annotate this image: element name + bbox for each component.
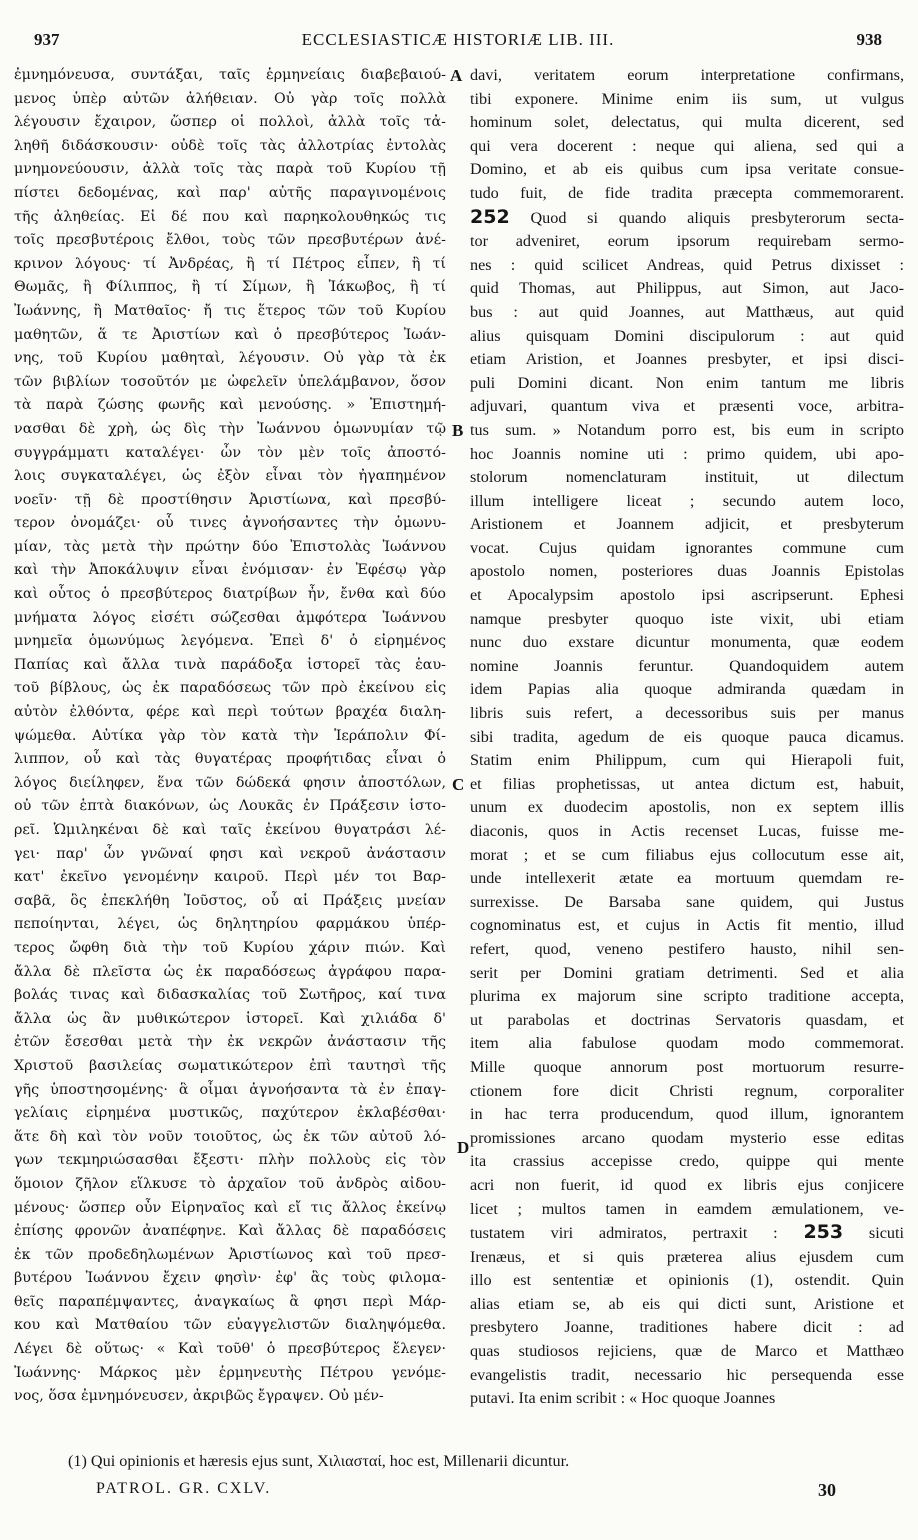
latin-line: serit per Domini gratiam detrimenti. Sed et alia — [470, 963, 904, 982]
latin-line: unum ex duodecim apostolis, non ex septem illis — [470, 798, 904, 817]
latin-line: alius quisquam Domini discipulorum : aut quid — [470, 326, 904, 345]
footnote: (1) Qui opinionis et hæresis ejus sunt, Χιλιασταί, hoc est, Millenarii dicuntur. — [68, 1452, 570, 1470]
greek-line: Χριστοῦ βασιλείας σωματικώτερον ἐπὶ ταυτησὶ τῆς — [14, 1057, 446, 1074]
latin-line: morat ; et se cum filiabus ejus collocutum esse ait, — [470, 845, 904, 864]
greek-line: μένους· ὥσπερ οὖν Εἰρηναῖος καὶ εἴ τις ἄλλος ἐκείνῳ — [14, 1199, 446, 1216]
greek-line: μνήματα λόγος εἰσέτι σώζεσθαι ἀμφότερα Ἰωάννου — [14, 609, 446, 626]
greek-line: κου καὶ Ματθαίου τῶν εὐαγγελιστῶν διαληψόμεθα. — [14, 1317, 446, 1334]
section-marker-a: A — [450, 66, 463, 85]
greek-line: μίαν, τὰς μετὰ τὴν πρώτην δύο Ἐπιστολὰς Ἰωάννου — [14, 538, 446, 555]
greek-line: κατ' ἐκεῖνο γενομένην καιροῦ. Περὶ μέν τοι Βαρ- — [14, 869, 446, 886]
greek-line: λοις συγκαταλέγει, ὡς ἐξὸν εἶναι τὸν ἠγαπημένον — [14, 468, 446, 485]
greek-line: Παπίας καὶ ἄλλα τινὰ παράδοξα ἱστορεῖ τὰς ἑαυ- — [14, 656, 446, 673]
greek-line: βυτέρου Ἰωάννου ἔχειν φησὶν· ἐφ' ἃς τοὺς φιλομα- — [14, 1270, 446, 1287]
greek-line: τερον ὀνομάζει· οὗ τινες ἀγνοήσαντες τὴν ὁμωνυ- — [14, 515, 446, 532]
greek-line: μενος ὑπὲρ αὐτῶν ἀλήθειαν. Οὐ γὰρ τοῖς πολλὰ — [14, 90, 446, 107]
latin-line: davi, veritatem eorum interpretatione confirmans, — [470, 66, 904, 84]
greek-line: Λέγει δὲ οὕτως· « Καὶ τοῦθ' ὁ πρεσβύτερος ἔλεγεν· — [14, 1341, 446, 1358]
greek-line: λιππον, οὗ καὶ τὰς θυγατέρας προφήτιδας εἶναι ὁ — [14, 751, 446, 768]
greek-line: μνημεῖα ὁμωνύμως λεγόμενα. Ἐπεὶ δ' ὁ εἰρημένος — [14, 633, 446, 650]
greek-line: ἅτε δὴ καὶ τὸν νοῦν τοιοῦτος, ὡς ἐκ τῶν αὐτοῦ λό- — [14, 1128, 446, 1145]
latin-line: adjuvari, quantum viva et præsenti voce, arbitra- — [470, 397, 904, 416]
latin-line: Mille quoque annorum post mortuorum resurre- — [470, 1057, 904, 1076]
page-number-right: 938 — [856, 30, 882, 49]
latin-line: hominum solet, delectatus, qui multa dicerent, sed — [470, 113, 904, 132]
latin-line: in hac terra producendum, quod illum, ignorantem — [470, 1105, 904, 1124]
latin-line: plurima ex majorum sine scripto traditione accepta, — [470, 987, 904, 1006]
greek-line: ἄλλα δὲ πλεῖστα ὡς ἐκ παραδόσεως ἀγράφου παρα- — [14, 963, 446, 980]
latin-line: illum intelligere liceat ; secundo autem loco, — [470, 491, 904, 510]
greek-line: νοεῖν· τῇ δὲ προστίθησιν Ἀριστίωνα, καὶ πρεσβύ- — [14, 491, 446, 508]
greek-line: λόγος διείληφεν, ἕνα τῶν δώδεκά φησιν ἀποστόλων, — [14, 774, 446, 791]
greek-line: Θωμᾶς, ἢ Φίλιππος, ἢ τί Σίμων, ἢ Ἰάκωβος, ἢ τί — [14, 279, 446, 296]
latin-line: putavi. Ita enim scribit : « Hoc quoque Joannes — [470, 1389, 776, 1408]
greek-text-column — [14, 64, 446, 1444]
greek-line: γελίαις εἰρημένα μυστικῶς, παχύτερον ἐκλαβέσθαι· — [14, 1105, 446, 1122]
latin-line: Domino, et ab eis quibus cum ipsa veritate consue- — [470, 160, 904, 179]
latin-line: tudo fuit, de fide tradita præcepta commemorarent. — [470, 183, 904, 202]
greek-line: συγγράμματι καταλέγει· ὧν τὸν μὲν τοῖς ἀποστό- — [14, 444, 446, 461]
latin-line: cognominatus est, et cujus in Actis fit mentio, illud — [470, 916, 904, 935]
greek-line: ἄλλα ὡς ἂν μυθικώτερον ἱστορεῖ. Καὶ χιλιάδα δ' — [14, 1010, 446, 1027]
greek-line: αὐτὸν ἐλθόντα, φέρε καὶ περὶ τούτων βραχέα διαλη- — [14, 704, 446, 721]
latin-line: apostolo nomen, posteriores duas Joannis Epistolas — [470, 562, 904, 581]
latin-line: illo est sententiæ et opinionis (1), ostendit. Quin — [470, 1271, 904, 1290]
greek-line: ρεῖ. Ὡμιληκέναι δὲ καὶ ταῖς ἐκείνου θυγατράσι λέ- — [14, 822, 446, 838]
latin-line: presbytero Joanne, traditiones habere dicit : ad — [470, 1318, 904, 1337]
latin-line: et Apocalypsim apostolo ipsi ascripserunt. Ephesi — [470, 586, 904, 605]
latin-line: unde intellexerit ætate ea mortuum quemdam re- — [470, 869, 904, 888]
greek-line: ληθῆ διδάσκουσιν· οὐδὲ τοῖς τὰς ἀλλοτρίας ἐντολὰς — [14, 137, 446, 154]
latin-line: ctionem fore dicit Christi regnum, corporaliter — [470, 1081, 904, 1100]
greek-line: ἐκ τῶν προδεδηλωμένων Ἀριστίωνος καὶ τοῦ πρεσ- — [14, 1246, 446, 1263]
section-number: 252 — [470, 205, 510, 228]
latin-line: alias etiam se, ab eis qui dicti sunt, Aristione et — [470, 1294, 904, 1313]
signature-mark: PATROL. GR. CXLV. — [96, 1480, 272, 1497]
latin-line: ut parabolas et doctrinas Servatoris quasdam, et — [470, 1010, 904, 1029]
latin-line: Statim enim Philippum, cum qui Hierapoli fuit, — [470, 751, 904, 770]
latin-line: stolorum nomenclaturam instituit, ut dilectum — [470, 468, 904, 487]
latin-line: libris suis refert, a decessoribus suis per manus — [470, 704, 904, 723]
greek-line: τοῖς πρεσβυτέροις ἔλθοι, τοὺς τῶν πρεσβυτέρων ἀνέ- — [14, 232, 446, 249]
greek-line: Ἰωάννης, ἢ Ματθαῖος· ἤ τις ἕτερος τῶν τοῦ Κυρίου — [14, 302, 446, 319]
greek-line: νος, ὅσα ἐμνημόνευσεν, ἀκριβῶς ἔγραψεν. Οὐ μέν- — [14, 1388, 384, 1405]
greek-line: γει· παρ' ὧν γνῶναί φησι καὶ νεκροῦ ἀνάστασιν — [14, 845, 446, 862]
latin-line: Aristionem et Joannem adjicit, et presbyterum — [470, 515, 904, 534]
running-header — [34, 30, 882, 58]
greek-line: γῆς ὑποστησομένης· ἃ οἶμαι ἀγνοήσαντα τὰ ἐν ἐπαγ- — [14, 1081, 446, 1098]
latin-line: tor adveniret, eorum ipsorum requirebam sermo- — [470, 232, 904, 251]
greek-line: τῆς ἀληθείας. Εἰ δέ που καὶ παρηκολουθηκώς τις — [14, 208, 446, 225]
greek-line: κρινον λόγους· τί Ἀνδρέας, ἢ τί Πέτρος εἶπεν, ἢ τί — [14, 255, 446, 272]
latin-line: et filias prophetissas, ut antea dictum est, habuit, — [470, 774, 904, 793]
greek-line: μαθητῶν, ἅ τε Ἀριστίων καὶ ὁ πρεσβύτερος Ἰωάν- — [14, 326, 446, 343]
greek-line: καὶ οὗτος ὁ πρεσβύτερος διατρίβων ἦν, ἔνθα καὶ δύο — [14, 586, 446, 603]
running-title: ECCLESIASTICÆ HISTORIÆ LIB. III. — [301, 30, 615, 49]
greek-line: ἐμνημόνευσα, συντάξαι, ταῖς ἑρμηνείαις διαβεβαιού- — [14, 67, 446, 83]
latin-line: idem Papias alia quoque admiranda quædam in — [470, 680, 904, 699]
latin-line: acri non fuerit, id quod ex libris ejus conjicere — [470, 1175, 904, 1194]
greek-line: πίστει δεδομένας, καὶ παρ' αὐτῆς παραγινομένοις — [14, 184, 446, 201]
latin-line: hoc Joannis nomine uti : primo quidem, ubi apo- — [470, 444, 904, 463]
greek-line: τοῦ βίβλους, ὡς ἐκ παραδόσεως τῶν πρὸ ἐκείνου εἰς — [14, 680, 446, 697]
latin-line: evangelistis tradit, necessario hic persequenda esse — [470, 1365, 904, 1384]
latin-line: etiam Aristion, et Joannes presbyter, et ipsi disci- — [470, 350, 904, 369]
latin-line: tustatem viri admiratos, pertraxit : 253 sicuti — [470, 1221, 904, 1244]
latin-line: diaconis, quos in Actis recenset Lucas, fuisse me- — [470, 822, 904, 840]
section-number: 253 — [803, 1221, 844, 1244]
greek-line: ὅμοιον ζῆλον εἵλκυσε τὸ ἀρχαῖον τοῦ ἀνδρὸς αἰδου- — [14, 1175, 446, 1192]
greek-line: τερος ὤφθη διὰ τὴν τοῦ Κυρίου χάριν πιών. Καὶ — [14, 939, 446, 956]
section-marker-d: D — [457, 1138, 470, 1157]
greek-line: γων τεκμηριώσασθαι ἔξεστι· πλὴν πολλοὺς εἰς τὸν — [14, 1152, 446, 1169]
latin-line: 252 Quod si quando aliquis presbyterorum secta- — [470, 205, 904, 228]
greek-line: βολάς τινας καὶ διδασκαλίας τοῦ Σωτῆρος, καί τινα — [14, 987, 446, 1004]
latin-line: vocat. Cujus quidam ignorantes commune cum — [470, 538, 904, 557]
greek-line: λέγουσιν ἔχαιρον, ὥσπερ οἱ πολλοὶ, ἀλλὰ τοῖς τἀ- — [14, 114, 446, 131]
greek-line: πεποίηνται, λέγει, ὡς δηλητηρίου φαρμάκου ὑπέρ- — [14, 916, 446, 933]
sheet-number: 30 — [818, 1480, 836, 1500]
page-number-left: 937 — [34, 30, 60, 49]
greek-line: θεῖς παραπέμψαντες, ἀναγκαίως ἃ φησι περὶ Μάρ- — [14, 1293, 446, 1310]
latin-line: nomine Joannis feruntur. Quandoquidem autem — [470, 656, 904, 675]
greek-line: τὰ παρὰ ζώσης φωνῆς καὶ μενούσης. » Ἐπιστημή- — [14, 397, 446, 414]
latin-line: refert, quod, veneno pestifero hausto, nihil sen- — [470, 939, 904, 958]
page-footer — [96, 1480, 836, 1506]
greek-line: τῶν βιβλίων τοσοῦτόν με ὠφελεῖν ὑπελάμβανον, ὅσον — [14, 373, 446, 390]
greek-line: Ἰωάννης· Μάρκος μὲν ἑρμηνευτὴς Πέτρου γενόμε- — [14, 1364, 446, 1381]
section-marker-b: B — [452, 421, 464, 440]
greek-line: νης, τοῦ Κυρίου μαθηταὶ, λέγουσιν. Οὐ γὰρ τὰ ἐκ — [14, 350, 446, 367]
latin-line: surrexisse. De Barsaba sane quidem, qui Justus — [470, 892, 904, 911]
latin-line: Irenæus, et si quis præterea alius ejusdem cum — [470, 1247, 904, 1266]
latin-line: nunc duo exstare dicuntur monumenta, quæ eodem — [470, 633, 904, 652]
latin-line: nes : quid scilicet Andreas, quid Petrus dixisset : — [470, 255, 904, 274]
section-marker-c: C — [452, 775, 465, 794]
latin-line: sibi tradita, agedum de eis quoque pauca dicamus. — [470, 727, 904, 746]
greek-line: ἐτῶν ἔσεσθαι μετὰ τὴν ἐκ νεκρῶν ἀνάστασιν τῆς — [14, 1034, 446, 1051]
latin-line: ita crassius accepisse credo, quippe qui mente — [470, 1152, 904, 1171]
greek-line: μνημονεύουσιν, ἀλλὰ τοῖς τὰς παρὰ τοῦ Κυρίου τῇ — [14, 161, 446, 178]
greek-line: οὐ τῶν ἑπτὰ διακόνων, ὡς Λουκᾶς ἐν Πράξεσιν ἱστο- — [14, 798, 446, 815]
latin-line: namque presbyter quoquo iste vixit, ubi etiam — [470, 609, 904, 628]
greek-line: σαβᾶ, ὃς ἐπεκλήθη Ἰοῦστος, οὗ αἱ Πράξεις μνείαν — [14, 892, 446, 909]
latin-line: item alia fabulose quodam modo commemorat. — [470, 1034, 904, 1053]
latin-line: qui vera docerent : neque qui aliena, sed qui a — [470, 136, 904, 155]
latin-line: tibi exponere. Minime enim iis sum, ut vulgus — [470, 89, 904, 108]
latin-line: bus : aut quid Joannes, aut Matthæus, aut quid — [470, 302, 904, 321]
greek-line: καὶ τὴν Ἀποκάλυψιν εἶναι ἐνόμισαν· ἐν Ἐφέσῳ γὰρ — [14, 562, 446, 579]
latin-line: quas studiosos rejiciens, quæ de Marco et Matthæo — [470, 1342, 904, 1361]
greek-line: ψώμεθα. Αὐτίκα γὰρ τὸν κατὰ τὴν Ἱεράπολιν Φί- — [14, 727, 446, 744]
latin-line: licet ; multos tamen in eamdem æmulationem, ve- — [470, 1199, 904, 1218]
latin-line: quid Thomas, aut Philippus, aut Simon, aut Jaco- — [470, 279, 904, 298]
greek-line: ἐπίσης φρονῶν ἀναπέφηνε. Καὶ ἄλλας δὲ παραδόσεις — [14, 1223, 446, 1240]
latin-text-column — [470, 64, 904, 1444]
latin-line: tus sum. » Notandum porro est, bis eum in scripto — [470, 420, 904, 439]
latin-line: promissiones arcano quodam mysterio esse editas — [470, 1128, 904, 1147]
latin-line: puli Domini dicant. Non enim tantum me libris — [470, 373, 904, 392]
greek-line: νασθαι δὲ χρὴ, ὡς δὶς τὴν Ἰωάννου ὁμωνυμίαν τῷ — [14, 420, 446, 437]
